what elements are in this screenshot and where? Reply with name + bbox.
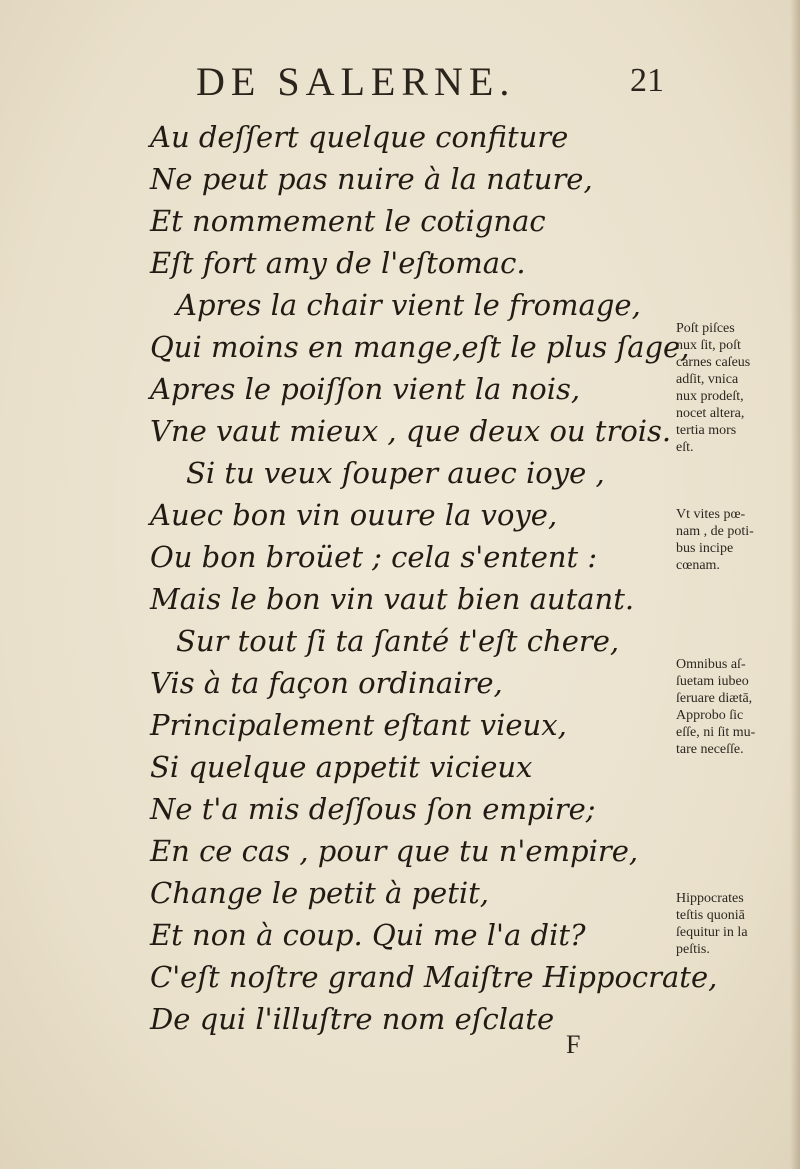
verse-line: Principalement eſtant vieux, bbox=[150, 708, 567, 742]
running-title: DE SALERNE. bbox=[196, 59, 516, 104]
verse-line: C'eſt noſtre grand Maiſtre Hippocrate, bbox=[150, 960, 718, 994]
verse-line: Eſt fort amy de l'eſtomac. bbox=[150, 246, 526, 280]
marginal-note-line: tertia mors bbox=[676, 423, 737, 438]
marginal-note-line: peſtis. bbox=[676, 942, 710, 957]
verse-line: Ne t'a mis deſſous ſon empire; bbox=[150, 792, 596, 826]
verse-line: Qui moins en mange,eſt le plus ſage, bbox=[150, 330, 690, 364]
marginal-note-line: teſtis quoniā bbox=[676, 908, 745, 923]
verse-line: Au deſſert quelque confiture bbox=[150, 120, 569, 154]
marginal-note-line: Poſt piſces bbox=[676, 321, 735, 336]
verse-line: Et nommement le cotignac bbox=[150, 204, 546, 238]
verse-line: Si tu veux ſouper auec ioye , bbox=[186, 456, 605, 490]
marginal-note-line: eſt. bbox=[676, 440, 694, 455]
verse-line: Ne peut pas nuire à la nature, bbox=[150, 162, 593, 196]
verse-line: Et non à coup. Qui me l'a dit? bbox=[150, 918, 586, 952]
verse-line: En ce cas , pour que tu n'empire, bbox=[150, 834, 639, 868]
verse-line: Vne vaut mieux , que deux ou trois. bbox=[150, 414, 672, 448]
verse-line: Mais le bon vin vaut bien autant. bbox=[150, 582, 635, 616]
marginal-note-line: nam , de poti- bbox=[676, 524, 754, 539]
marginal-note-line: nocet altera, bbox=[676, 406, 745, 421]
marginal-note-line: Approbo ſic bbox=[676, 708, 744, 723]
verse-line: De qui l'illuſtre nom eſclate bbox=[150, 1002, 555, 1036]
marginal-note-line: cœnam. bbox=[676, 558, 720, 573]
page-number: 21 bbox=[630, 62, 664, 99]
marginal-note bbox=[676, 506, 786, 574]
marginal-note bbox=[676, 890, 786, 958]
verse-line: Vis à ta façon ordinaire, bbox=[150, 666, 503, 700]
signature-mark: F bbox=[566, 1030, 581, 1059]
page-edge-shadow bbox=[790, 0, 800, 1169]
verse-line: Apres le poiſſon vient la nois, bbox=[150, 372, 581, 406]
marginal-note-line: bus incipe bbox=[676, 541, 734, 556]
marginal-note-line: Omnibus aſ- bbox=[676, 657, 746, 672]
marginal-note-line: nux ſit, poſt bbox=[676, 338, 741, 353]
marginal-note-line: carnes caſeus bbox=[676, 355, 751, 370]
marginal-note-line: tare neceſſe. bbox=[676, 742, 744, 757]
marginal-note bbox=[676, 320, 786, 456]
marginal-note-line: ſuetam iubeo bbox=[676, 674, 749, 689]
verse-line: Si quelque appetit vicieux bbox=[150, 750, 533, 784]
marginal-note-line: Vt vites pœ- bbox=[676, 507, 746, 522]
marginal-note-line: ſequitur in la bbox=[676, 925, 748, 940]
marginal-note-line: adſit, vnica bbox=[676, 372, 739, 387]
marginal-note-line: Hippocrates bbox=[676, 891, 744, 906]
verse-line: Apres la chair vient le fromage, bbox=[176, 288, 641, 322]
verse-line: Auec bon vin ouure la voye, bbox=[150, 498, 558, 532]
verse-line: Sur tout ſi ta ſanté t'eſt chere, bbox=[176, 624, 620, 658]
marginal-note-line: nux prodeſt, bbox=[676, 389, 744, 404]
marginal-note-line: ſeruare diætā, bbox=[676, 691, 753, 706]
verse-line: Ou bon broüet ; cela s'entent : bbox=[150, 540, 598, 574]
marginal-note bbox=[676, 656, 786, 758]
verse-line: Change le petit à petit, bbox=[150, 876, 489, 910]
marginal-note-line: eſſe, ni ſit mu- bbox=[676, 725, 756, 740]
